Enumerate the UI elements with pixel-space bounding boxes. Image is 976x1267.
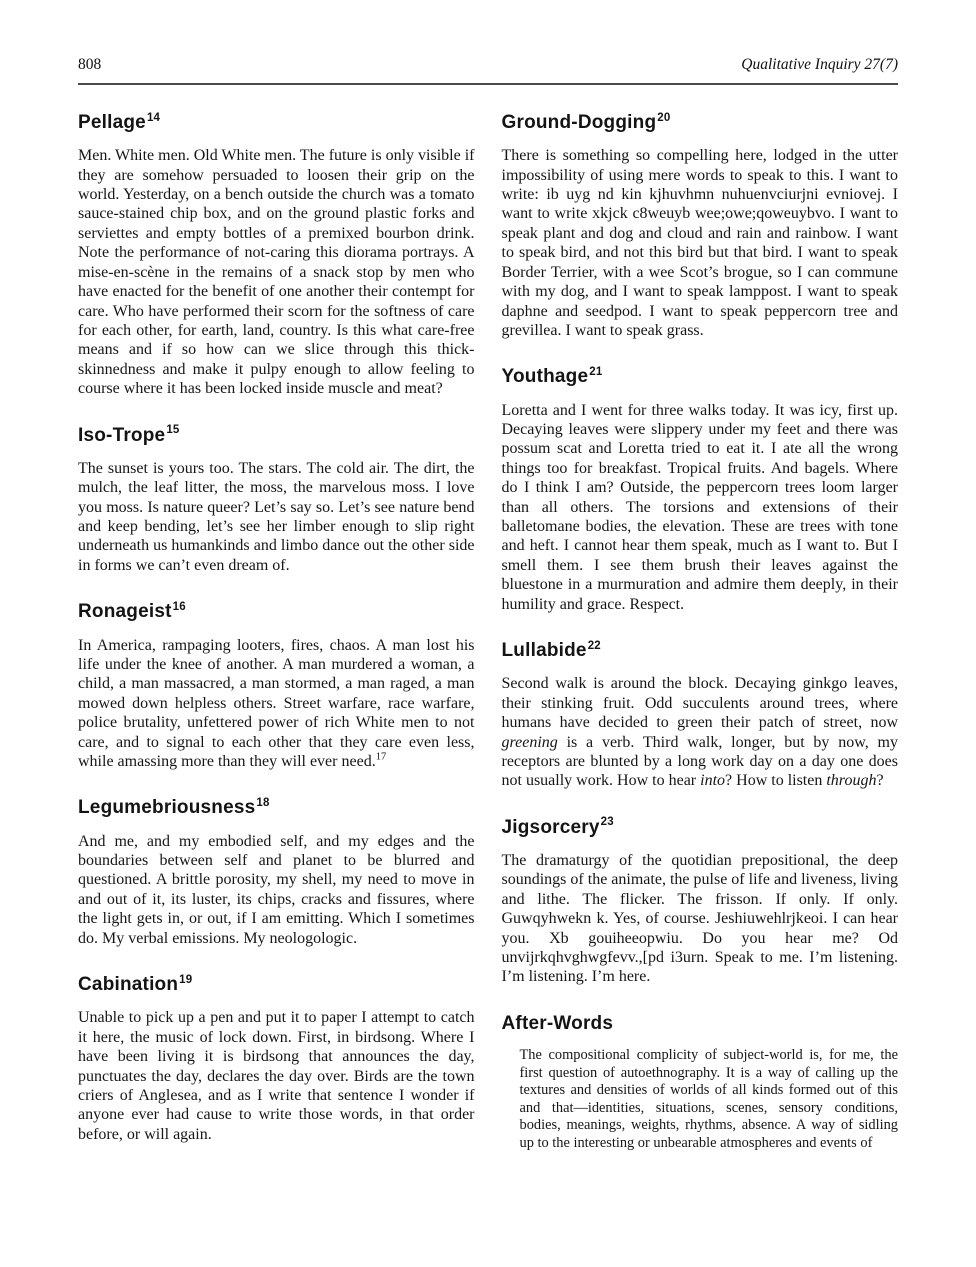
heading-footnote-number: 16 <box>172 600 186 613</box>
body-paragraph: And me, and my embodied self, and my edges and the boundaries between self and planet to be blurred and questioned. A brittle porosity, my shell, my need to move in and out of it, its luster, its chips, cracks and fissures, where the light gets in, or out, if I am emitting. Which I sometimes do. My verbal emissions. My neologologic. <box>78 832 475 947</box>
section-pellage <box>78 112 475 399</box>
section-heading-label: Ground-Dogging <box>501 112 657 133</box>
journal-title: Qualitative Inquiry 27(7) <box>741 56 898 73</box>
section-heading-iso-trope <box>78 425 475 446</box>
section-youthage <box>502 366 899 614</box>
heading-footnote-number: 22 <box>587 639 601 652</box>
heading-footnote-number: 14 <box>146 111 161 124</box>
footnote-reference: 17 <box>375 751 387 763</box>
section-heading-lullabide <box>502 640 899 661</box>
section-heading-legumebriousness <box>78 797 475 818</box>
body-paragraph: There is something so compelling here, lodged in the utter impossibility of using mere words to speak to this. I want to write: ib uyg nd kin kjhuvhmn nuhuenvciurjni evniovej. I want to write xkjck c8weuyb wee;owe;qoweuybvo. I want to speak plant and dog and cloud and rain and rainbow. I want to speak bird, and not this bird but that bird. I want to speak Border Terrier, with a wee Scot’s brogue, so I can commune with my dog, and I want to speak lamppost. I want to speak daphne and seedpod. I want to speak peppercorn tree and grevillea. I want to speak grass. <box>501 147 898 339</box>
section-cabination <box>78 974 475 1144</box>
section-heading-label: Cabination <box>78 974 179 996</box>
section-heading-youthage <box>502 366 899 387</box>
heading-footnote-number: 19 <box>179 973 193 986</box>
section-heading-label: Youthage <box>501 366 589 388</box>
body-paragraph: The dramaturgy of the quotidian prepositional, the deep soundings of the animate, the pulse of life and liveness, living and lithe. The flicker. The frisson. If only. If only. Guwqyhwekn k. Yes, of course. Jeshiuwehlrjkeoi. I can hear you. Xb gouiheeopwiu. Do you hear me? Od unvijrkqhvghwgfevv.,[pd i3urn. Speak to me. I’m listening. I’m listening. I’m here. <box>501 852 898 986</box>
section-ronageist <box>78 601 475 771</box>
section-heading-label: Legumebriousness <box>78 797 256 819</box>
heading-footnote-number: 18 <box>256 797 270 810</box>
italic-text: through <box>826 772 877 790</box>
left-column <box>78 112 475 1152</box>
heading-footnote-number: 15 <box>166 424 180 437</box>
heading-footnote-number: 21 <box>589 366 603 378</box>
right-column <box>502 112 899 1152</box>
section-jigsorcery <box>502 817 899 987</box>
body-paragraph: The sunset is yours too. The stars. The cold air. The dirt, the mulch, the leaf litter, the moss, the marvelous moss. I love you moss. Is nature queer? Let’s say so. Let’s see nature bend and keep bending, let’s see her limber enough to slip right underneath us humankinds and limbo dance out the other side in forms we can’t even dream of. <box>78 459 475 574</box>
section-lullabide <box>502 640 899 791</box>
section-heading-after-words <box>502 1013 899 1034</box>
section-heading-label: Pellage <box>78 112 146 133</box>
section-heading-cabination <box>78 974 475 995</box>
section-ground-dogging <box>502 112 899 340</box>
two-column-layout <box>78 112 898 1152</box>
heading-footnote-number: 23 <box>600 816 614 829</box>
section-heading-label: Ronageist <box>78 601 172 623</box>
section-heading-label: Lullabide <box>501 640 587 662</box>
section-heading-jigsorcery <box>502 817 899 838</box>
body-paragraph: Second walk is around the block. Decaying ginkgo leaves, their stinking fruit. Odd succulents around trees, where humans have decided to green their patch of street, now greening is a verb. Third walk, longer, but by now, my receptors are blunted by a long work day on a day one does not usually work. How to hear into? How to listen through? <box>501 675 898 790</box>
section-heading-ground-dogging <box>502 112 899 133</box>
section-heading-label: Jigsorcery <box>501 816 600 838</box>
page-number: 808 <box>78 56 102 73</box>
section-after-words <box>502 1013 899 1152</box>
section-iso-trope <box>78 425 475 576</box>
section-heading-pellage <box>78 112 475 133</box>
section-heading-ronageist <box>78 601 475 622</box>
italic-text: greening <box>501 733 558 751</box>
body-paragraph: Unable to pick up a pen and put it to paper I attempt to catch it here, the music of lock down. First, in birdsong. Where I have been living it is birdsong that announces the day, punctuates the day, declares the day over. Birds are the town criers of Anglesea, and as I write that sentence I wonder if anyone ever had cause to write those words, in that order before, or will again. <box>78 1009 475 1143</box>
block-quote-paragraph: The compositional complicity of subject-world is, for me, the first question of autoethnography. It is a way of calling up the textures and densities of worlds of all kinds formed out of this and that—identities, situations, scenes, sensory conditions, bodies, meanings, weights, rhythms, absence. A way of sidling up to the interesting or unbearable atmospheres and events of <box>519 1047 898 1151</box>
header-rule <box>78 83 898 85</box>
body-paragraph: In America, rampaging looters, fires, chaos. A man lost his life under the knee of another. A man murdered a woman, a child, a man massacred, a man stormed, a man raged, a man mowed down helpless others. Street warfare, race warfare, police brutality, unfettered power of rich White men to not care, and to signal to each other that they care even less, while amassing more than they will ever need.$^{17}$ <box>78 636 475 770</box>
body-paragraph: Loretta and I went for three walks today. It was icy, first up. Decaying leaves were slippery under my feet and there was possum scat and Loretta tried to eat it. I ate all the wrong things too for breakfast. Tropical fruits. And bagels. Where do I think I am? Outside, the peppercorn trees loom larger than all others. The torsions and extensions of their balletomane bodies, the elevation. These are trees with tone and heft. I cannot hear them speak, much as I want to. But I smell them. I see them brush their leaves against the bluestone in a murmuration and admire them deeply, in their humility and grace. Respect. <box>501 401 898 613</box>
italic-text: into <box>700 772 726 790</box>
body-paragraph: Men. White men. Old White men. The future is only visible if they are somehow persuaded to loosen their grip on the world. Yesterday, on a bench outside the church was a tomato sauce-stained chip box, and on the ground plastic forks and serviettes and empty bottles of a premixed bourbon drink. Note the performance of not-caring this diorama portrays. A mise-en-scène in the remains of a snack stop by men who have enacted for the benefit of one another their contempt for care. Who have performed their scorn for the softness of care for each other, for earth, land, country. Is this what care-free means and if so how can we slice through this thick-skinnedness and make it pulpy enough to allow feeling to course where it has been locked inside muscle and meat? <box>78 147 475 398</box>
section-heading-label: Iso-Trope <box>78 424 166 446</box>
section-legumebriousness <box>78 797 475 948</box>
page-header <box>78 56 898 74</box>
section-heading-label: After-Words <box>501 1012 614 1034</box>
heading-footnote-number: 20 <box>657 111 671 124</box>
